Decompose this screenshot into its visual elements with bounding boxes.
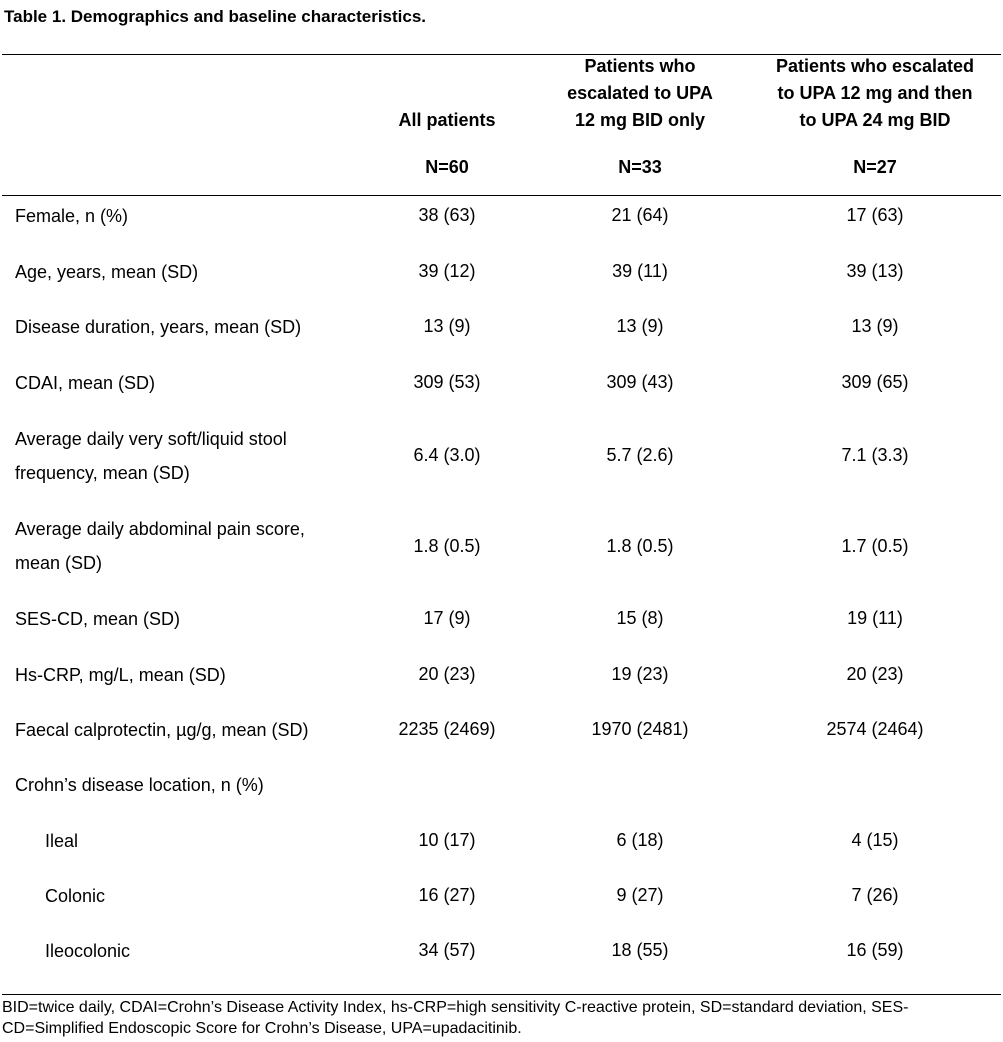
cell-upa-12mg-only: 5.7 (2.6): [606, 445, 674, 465]
row-label: CDAI, mean (SD): [15, 373, 156, 393]
cell-all-patients: 39 (12): [418, 261, 476, 281]
row-label: SES-CD, mean (SD): [15, 609, 181, 629]
cell-all-patients: 2235 (2469): [398, 719, 496, 739]
row-label: Average daily abdominal pain score,: [15, 519, 305, 539]
row-label: Faecal calprotectin, µg/g, mean (SD): [15, 720, 309, 740]
header-line: All patients: [398, 110, 496, 130]
cell-all-patients: 38 (63): [418, 205, 476, 225]
header-line: to UPA 24 mg BID: [799, 110, 951, 130]
cell-upa-12mg-only: 6 (18): [616, 830, 664, 850]
row-label: Female, n (%): [15, 206, 129, 226]
cell-all-patients: 13 (9): [423, 316, 471, 336]
row-label: Crohn’s disease location, n (%): [15, 775, 264, 795]
cell-all-patients: 16 (27): [418, 885, 476, 905]
column-header-upa-12mg-only: [553, 53, 727, 134]
cell-all-patients: 10 (17): [418, 830, 476, 850]
cell-upa-12-then-24mg: 39 (13): [846, 261, 904, 281]
cell-upa-12-then-24mg: 4 (15): [851, 830, 899, 850]
row-label: Average daily very soft/liquid stool: [15, 429, 287, 449]
cell-upa-12-then-24mg: 20 (23): [846, 664, 904, 684]
row-label: Ileocolonic: [45, 941, 131, 961]
column-header-upa-12-then-24mg: [755, 53, 995, 134]
row-label-continued: frequency, mean (SD): [15, 463, 190, 483]
cell-upa-12-then-24mg: 7 (26): [851, 885, 899, 905]
cell-upa-12-then-24mg: 17 (63): [846, 205, 904, 225]
cell-upa-12-then-24mg: 7.1 (3.3): [841, 445, 909, 465]
cell-all-patients: 6.4 (3.0): [413, 445, 481, 465]
cell-upa-12mg-only: 39 (11): [612, 261, 668, 281]
cell-upa-12-then-24mg: 309 (65): [841, 372, 909, 392]
cell-upa-12mg-only: 19 (23): [611, 664, 669, 684]
cell-upa-12-then-24mg: 2574 (2464): [826, 719, 924, 739]
cell-upa-12mg-only: 21 (64): [611, 205, 669, 225]
header-line: Patients who: [584, 56, 696, 76]
cell-all-patients: 17 (9): [423, 608, 471, 628]
cell-upa-12mg-only: 13 (9): [616, 316, 664, 336]
header-line: Patients who escalated: [775, 56, 975, 76]
cell-upa-12-then-24mg: 13 (9): [851, 316, 899, 336]
column-n-upa-12-then-24mg: N=27: [853, 157, 897, 177]
row-label: Hs-CRP, mg/L, mean (SD): [15, 665, 226, 685]
cell-all-patients: 309 (53): [413, 372, 481, 392]
row-label: Age, years, mean (SD): [15, 262, 199, 282]
cell-upa-12mg-only: 309 (43): [606, 372, 674, 392]
column-n-all-patients: N=60: [425, 157, 469, 177]
column-header-all-patients: [372, 107, 522, 134]
cell-upa-12-then-24mg: 16 (59): [846, 940, 904, 960]
cell-upa-12mg-only: 1.8 (0.5): [606, 536, 674, 556]
header-rule: [2, 195, 1001, 196]
row-label: Colonic: [45, 886, 106, 906]
header-line: escalated to UPA: [567, 83, 713, 103]
cell-upa-12mg-only: 18 (55): [611, 940, 669, 960]
header-line: 12 mg BID only: [574, 110, 706, 130]
table-title: Table 1. Demographics and baseline characteristics.: [4, 7, 427, 26]
row-label: Ileal: [45, 831, 79, 851]
cell-upa-12mg-only: 15 (8): [616, 608, 664, 628]
bottom-rule: [2, 994, 1001, 995]
cell-all-patients: 1.8 (0.5): [413, 536, 481, 556]
cell-upa-12mg-only: 9 (27): [616, 885, 664, 905]
header-line: to UPA 12 mg and then: [777, 83, 973, 103]
cell-upa-12-then-24mg: 19 (11): [847, 608, 903, 628]
row-label: Disease duration, years, mean (SD): [15, 317, 302, 337]
cell-all-patients: 20 (23): [418, 664, 476, 684]
cell-upa-12mg-only: 1970 (2481): [591, 719, 689, 739]
row-label-continued: mean (SD): [15, 553, 103, 573]
column-n-upa-12mg-only: N=33: [618, 157, 662, 177]
cell-upa-12-then-24mg: 1.7 (0.5): [841, 536, 909, 556]
table-footnote: BID=twice daily, CDAI=Crohn’s Disease Activity Index, hs-CRP=high sensitivity C-reactive protein, SD=standard deviation, SES-CD=Simplified Endoscopic Score for Crohn’s Disease, UPA=upadacitinib.: [2, 999, 909, 1037]
cell-all-patients: 34 (57): [418, 940, 476, 960]
